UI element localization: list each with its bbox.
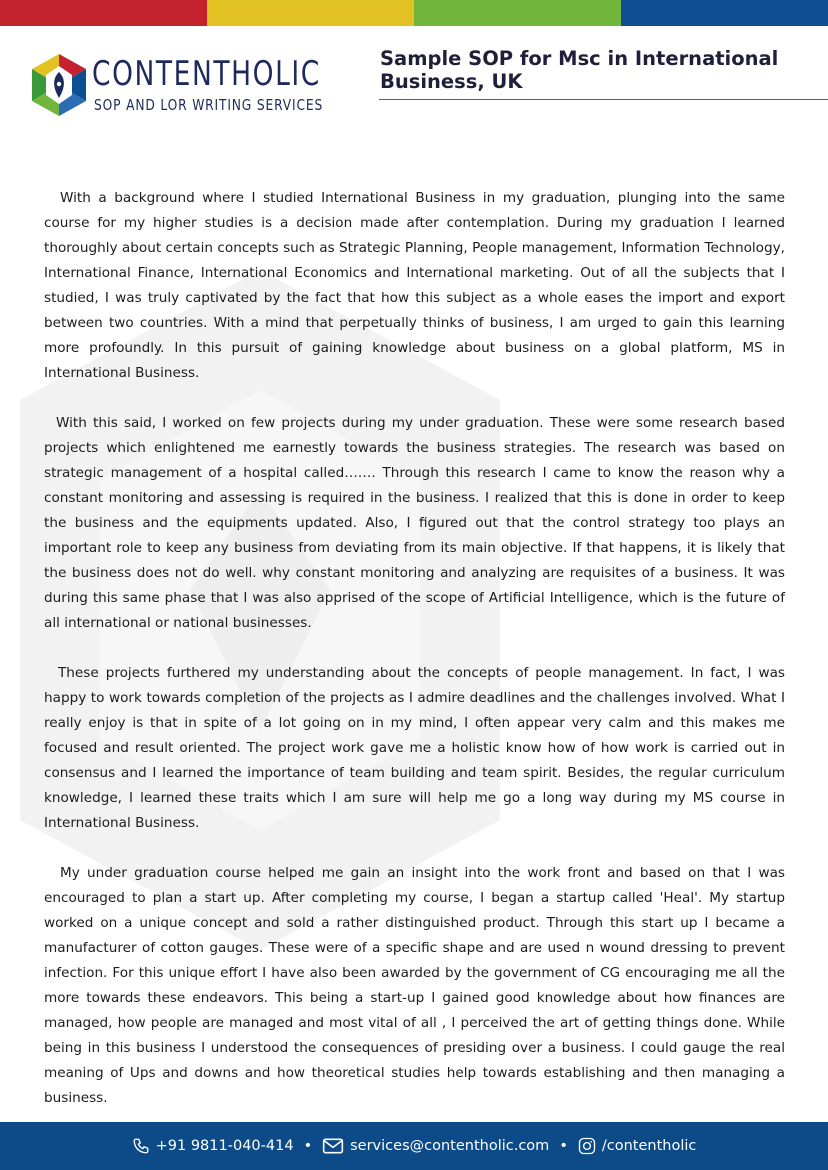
phone-icon: [132, 1137, 150, 1155]
document-title: Sample SOP for Msc in International Business, UK: [380, 47, 779, 93]
phone-number: +91 9811-040-414: [155, 1138, 294, 1154]
stripe-red: [0, 0, 207, 26]
document-body: [44, 186, 785, 1136]
footer-separator: •: [559, 1138, 568, 1154]
stripe-yellow: [207, 0, 414, 26]
brand-logo: [28, 52, 324, 122]
footer-separator: •: [303, 1138, 313, 1154]
brand-name: CONTENTHOLIC: [92, 54, 321, 94]
instagram-icon: [578, 1137, 596, 1155]
top-color-stripe: [0, 0, 828, 26]
paragraph-3: These projects furthered my understanding about the concepts of people management. In fact, I was happy to work towards completion of the projects as I admire deadlines and the challenges involved. What I really enjoy is that in spite of a lot going on in my mind, I often appear very calm and this makes me focused and result oriented. The project work gave me a holistic know how of how work is carried out in consensus and I learned the importance of team building and team spirit. Besides, the regular curriculum knowledge, I learned these traits which I am sure will help me go a long way during my MS course in International Business.: [44, 665, 785, 831]
pen-nib-hexagon-icon: [28, 52, 90, 118]
brand-tagline: SOP AND LOR WRITING SERVICES: [94, 96, 324, 114]
mail-icon: [322, 1138, 344, 1154]
social-handle: /contentholic: [601, 1138, 697, 1154]
footer-email[interactable]: [322, 1138, 549, 1154]
paragraph-1: With a background where I studied International Business in my graduation, plunging into the same course for my higher studies is a decision made after contemplation. During my graduation I learned thoroughly about certain concepts such as Strategic Planning, People management, Information Technology, International Finance, International Economics and International marketing. Out of all the subjects that I studied, I was truly captivated by the fact that how this subject as a whole eases the import and export between two countries. With a mind that perpetually thinks of business, I am urged to gain this learning more profoundly. In this pursuit of gaining knowledge about business on a global platform, MS in International Business.: [44, 190, 785, 381]
footer-social[interactable]: [578, 1137, 697, 1155]
title-underline: [379, 99, 828, 100]
paragraph-4: My under graduation course helped me gain an insight into the work front and based on that I was encouraged to plan a start up. After completing my course, I began a startup called 'Heal'. My startup worked on a unique concept and sold a rather distinguished product. Through this start up I became a manufacturer of cotton gauges. These were of a specific shape and are used n wound dressing to prevent infection. For this unique effort I have also been awarded by the government of CG encouraging me all the more towards these endeavors. This being a start-up I gained good knowledge about how finances are managed, how people are managed and most vital of all , I perceived the art of getting things done. While being in this business I understood the consequences of presiding over a business. I could gauge the real meaning of Ups and downs and how theoretical studies help towards establishing and then managing a business.: [44, 865, 785, 1106]
footer-phone[interactable]: [132, 1137, 294, 1155]
stripe-blue: [621, 0, 828, 26]
paragraph-2: With this said, I worked on few projects during my under graduation. These were some research based projects which enlightened me earnestly towards the business strategies. The research was based on strategic management of a hospital called……. Through this research I came to know the reason why a constant monitoring and assessing is required in the business. I realized that this is done in order to keep the business and the equipments updated. Also, I figured out that the control strategy too plays an important role to keep any business from deviating from its main objective. If that happens, it is likely that the business does not do well. why constant monitoring and analyzing are requisites of a business. It was during this same phase that I was also apprised of the scope of Artificial Intelligence, which is the future of all international or national businesses.: [44, 415, 785, 631]
stripe-green: [414, 0, 621, 26]
email-address: services@contentholic.com: [350, 1138, 550, 1154]
